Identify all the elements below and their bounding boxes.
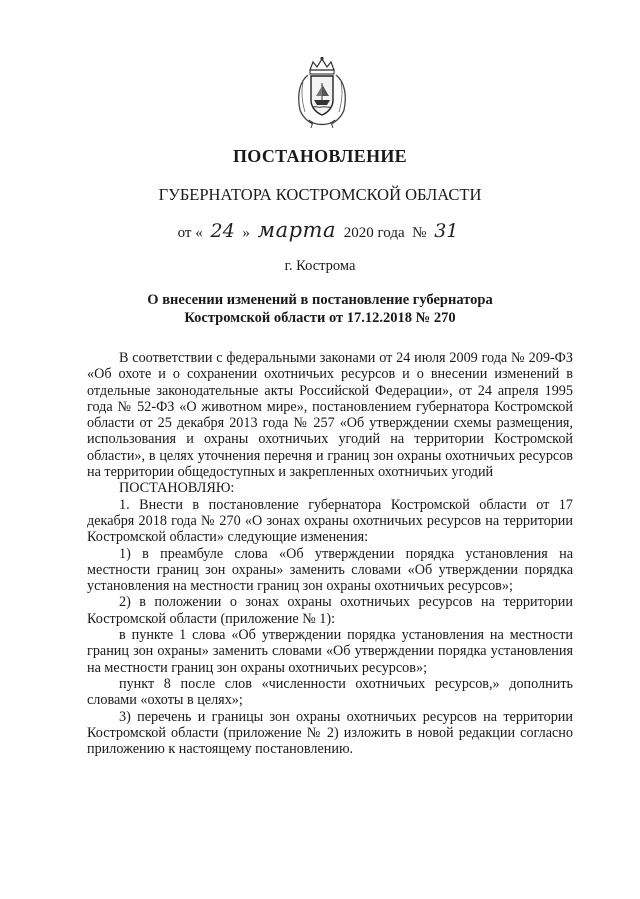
date-year: 2020 года [343, 225, 405, 241]
body-paragraph-subitem-3: 3) перечень и границы зон охраны охотничьих ресурсов на территории Костромской области (приложение № 2) изложить в новой редакции согласно приложению к настоящему постановлению. [87, 708, 573, 758]
body-paragraph-preamble: В соответствии с федеральными законами от 24 июля 2009 года № 209-ФЗ «Об охоте и о сохранении охотничьих ресурсов и о внесении изменений в отдельные законодательные акты Российской Федерации», от 24 апреля 1995 года № 52-ФЗ «О животном мире», постановлением губернатора Костромской области от 25 декабря 2013 года № 257 «Об утверждении схемы размещения, использования и охраны охотничьих угодий на территории Костромской области», в целях уточнения перечня и границ зон охраны охотничьих ресурсов на территории общедоступных и закрепленных охотничьих угодий [87, 350, 573, 481]
body-paragraph-subitem-1: 1) в преамбуле слова «Об утверждении порядка установления на местности границ зон охраны» заменить словами «Об утверждении порядка установления на местности границ зон охраны охотничьих ресурсов»; [87, 545, 573, 595]
number-sign: № [412, 225, 427, 241]
document-title-line-1: О внесении изменений в постановление губернатора [147, 292, 493, 308]
date-day-close: » [242, 225, 250, 241]
handwritten-month: марта [257, 218, 336, 242]
body-paragraph-point-8: пункт 8 после слов «численности охотничьих ресурсов,» дополнить словами «охоты в целях»; [87, 675, 573, 709]
body-paragraph-point-1: в пункте 1 слова «Об утверждении порядка установления на местности границ зон охраны» заменить словами «Об утверждении порядка установления на местности границ зон охраны охотничьих ресурсов»; [87, 627, 573, 676]
coat-of-arms-emblem [291, 56, 353, 130]
document-body [87, 350, 573, 757]
date-number-line [0, 218, 640, 242]
document-type-heading: ПОСТАНОВЛЕНИЕ [233, 146, 407, 166]
handwritten-number: 31 [434, 220, 459, 242]
handwritten-day: 24 [210, 220, 235, 242]
document-title-line-2: Костромской области от 17.12.2018 № 270 [184, 310, 456, 326]
city-line: г. Кострома [284, 258, 356, 274]
document-title [0, 291, 640, 327]
body-paragraph-subitem-2: 2) в положении о зонах охраны охотничьих ресурсов на территории Костромской области (приложение № 1): [87, 594, 573, 627]
date-prefix: от « [177, 225, 203, 241]
body-paragraph-item-1: 1. Внести в постановление губернатора Костромской области от 17 декабря 2018 года № 270 «О зонах охраны охотничьих ресурсов на территории Костромской области» следующие изменения: [87, 496, 573, 546]
body-paragraph-decree: ПОСТАНОВЛЯЮ: [119, 480, 235, 497]
issuer-heading: ГУБЕРНАТОРА КОСТРОМСКОЙ ОБЛАСТИ [158, 185, 482, 204]
